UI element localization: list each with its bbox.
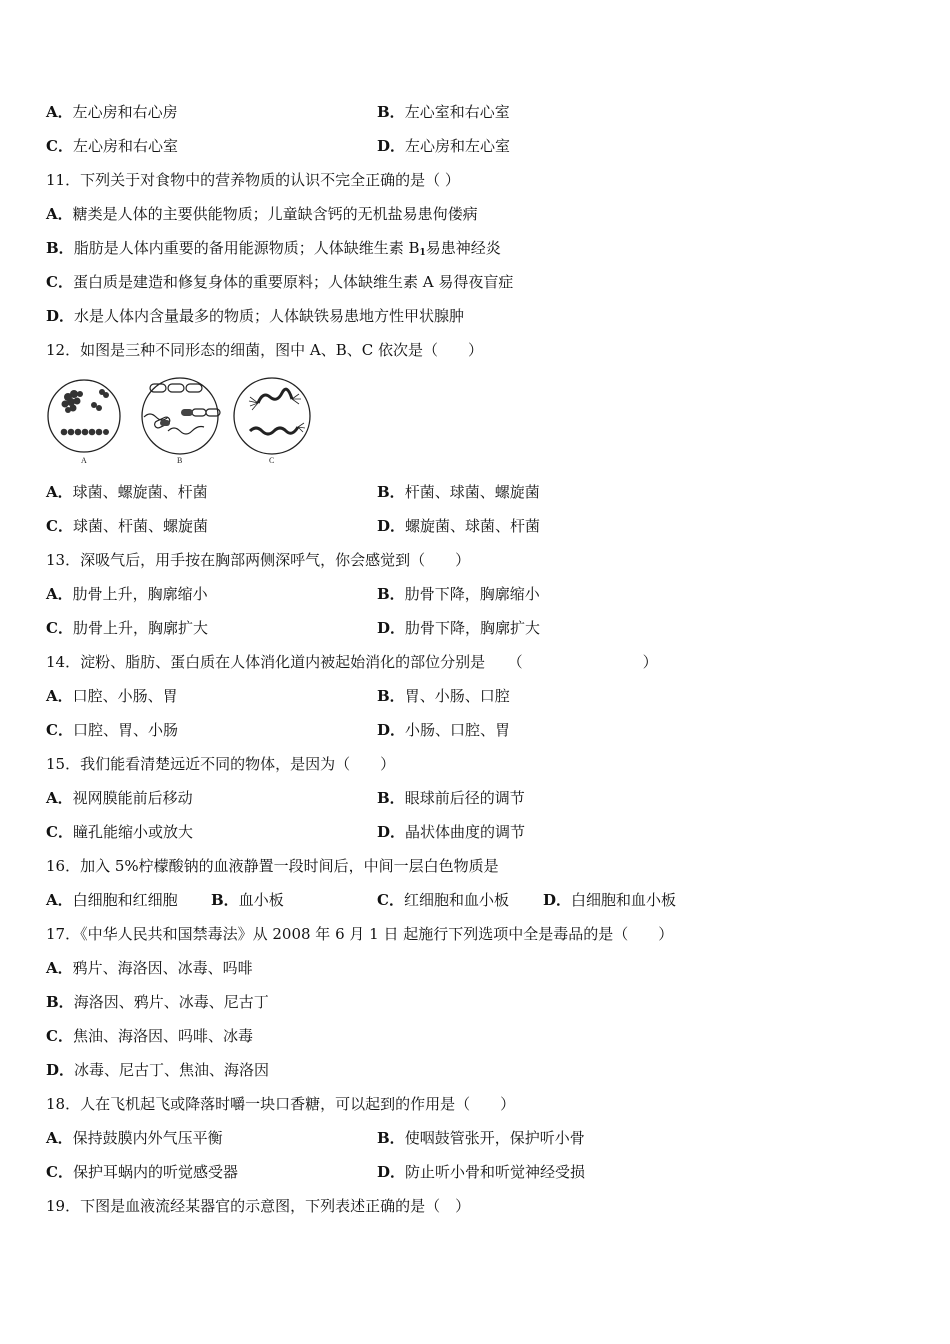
q12-option-d: D．螺旋菌、球菌、杆菌 <box>377 517 541 535</box>
q18-option-d: D．防止听小骨和听觉神经受损 <box>377 1163 586 1181</box>
q13-stem: 13．深吸气后，用手按在胸部两侧深呼气，你会感觉到（ ） <box>46 551 471 569</box>
q16-option-c: C．红细胞和血小板 <box>377 891 509 909</box>
q14-option-d: D．小肠、口腔、胃 <box>377 721 511 739</box>
q17-option-b: B．海洛因、鸦片、冰毒、尼古丁 <box>46 993 269 1011</box>
q10-option-d: D．左心房和左心室 <box>377 137 511 155</box>
q18-stem: 18．人在飞机起飞或降落时嚼一块口香糖，可以起到的作用是（ ） <box>46 1095 516 1113</box>
q18-option-b: B．使咽鼓管张开，保护听小骨 <box>377 1129 585 1147</box>
q13-option-d: D．肋骨下降，胸廓扩大 <box>377 619 541 637</box>
q13-option-a: A．肋骨上升，胸廓缩小 <box>46 585 208 603</box>
q18-option-c: C．保护耳蜗内的听觉感受器 <box>46 1163 238 1181</box>
q11-option-a: A．糖类是人体的主要供能物质；儿童缺含钙的无机盐易患佝偻病 <box>46 205 478 223</box>
bacteria-circle-c <box>234 378 310 454</box>
q18-option-a: A．保持鼓膜内外气压平衡 <box>46 1129 223 1147</box>
q12-option-c: C．球菌、杆菌、螺旋菌 <box>46 517 208 535</box>
q14-stem: 14．淀粉、脂肪、蛋白质在人体消化道内被起始消化的部位分别是 （ ） <box>46 653 658 671</box>
q15-option-b: B．眼球前后径的调节 <box>377 789 525 807</box>
q14-option-a: A．口腔、小肠、胃 <box>46 687 178 705</box>
q10-option-c: C．左心房和右心室 <box>46 137 178 155</box>
q15-option-d: D．晶状体曲度的调节 <box>377 823 526 841</box>
bacteria-circle-b <box>142 378 220 454</box>
bacteria-circle-a <box>48 380 120 452</box>
q10-option-a: A．左心房和右心房 <box>46 103 178 121</box>
q17-option-a: A．鸦片、海洛因、冰毒、吗啡 <box>46 959 253 977</box>
q11-stem: 11．下列关于对食物中的营养物质的认识不完全正确的是（ ） <box>46 171 460 189</box>
q14-option-b: B．胃、小肠、口腔 <box>377 687 510 705</box>
q15-option-c: C．瞳孔能缩小或放大 <box>46 823 193 841</box>
q19-stem: 19．下图是血液流经某器官的示意图，下列表述正确的是（ ） <box>46 1197 471 1215</box>
bacteria-figure <box>44 371 316 469</box>
fig-label-c: C <box>269 456 275 465</box>
q14-option-c: C．口腔、胃、小肠 <box>46 721 178 739</box>
fig-label-a: A <box>81 456 87 465</box>
q16-option-a: A．白细胞和红细胞 <box>46 891 178 909</box>
q11-option-d: D．水是人体内含量最多的物质；人体缺铁易患地方性甲状腺肿 <box>46 307 465 325</box>
q13-option-c: C．肋骨上升，胸廓扩大 <box>46 619 208 637</box>
q12-option-a: A．球菌、螺旋菌、杆菌 <box>46 483 208 501</box>
q13-option-b: B．肋骨下降，胸廓缩小 <box>377 585 540 603</box>
q15-option-a: A．视网膜能前后移动 <box>46 789 193 807</box>
q17-option-d: D．冰毒、尼古丁、焦油、海洛因 <box>46 1061 270 1079</box>
fig-label-b: B <box>177 456 183 465</box>
q11-option-c: C．蛋白质是建造和修复身体的重要原料；人体缺维生素 A 易得夜盲症 <box>46 273 514 291</box>
q16-stem: 16．加入 5%柠檬酸钠的血液静置一段时间后，中间一层白色物质是 <box>46 857 499 875</box>
q17-stem: 17．《中华人民共和国禁毒法》从 2008 年 6 月 1 日 起施行下列选项中全是毒品的是（ ） <box>46 925 674 943</box>
q15-stem: 15．我们能看清楚远近不同的物体，是因为（ ） <box>46 755 396 773</box>
q17-option-c: C．焦油、海洛因、吗啡、冰毒 <box>46 1027 253 1045</box>
q16-option-b: B．血小板 <box>211 891 284 909</box>
q16-option-d: D．白细胞和血小板 <box>543 891 677 909</box>
q12-stem: 12．如图是三种不同形态的细菌，图中 A、B、C 依次是（ ） <box>46 341 483 359</box>
q12-option-b: B．杆菌、球菌、螺旋菌 <box>377 483 540 501</box>
q10-option-b: B．左心室和右心室 <box>377 103 510 121</box>
q11-option-b: B．脂肪是人体内重要的备用能源物质；人体缺维生素 $B_1$易患神经炎 <box>46 239 501 258</box>
